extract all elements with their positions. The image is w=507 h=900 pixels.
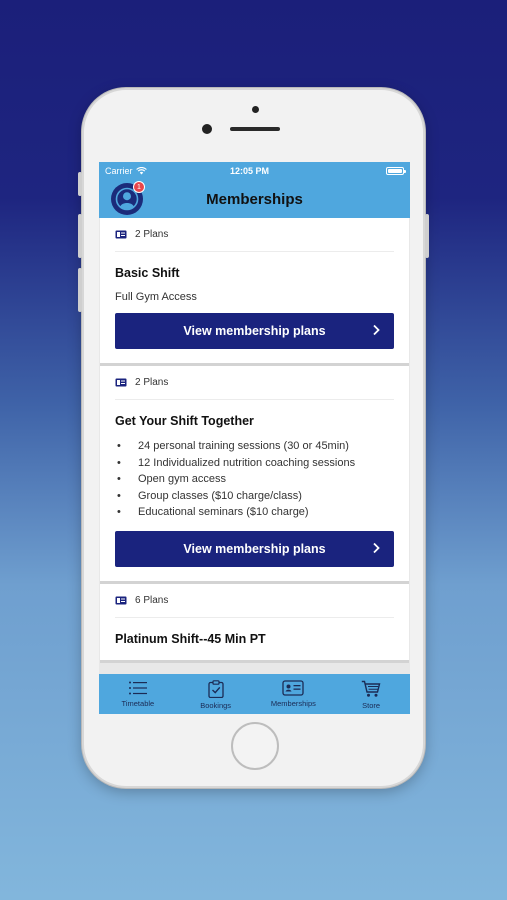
plans-count: 2 Plans [135, 229, 169, 240]
button-label: View membership plans [183, 324, 326, 338]
tab-label: Bookings [200, 701, 232, 710]
notification-badge: 1 [133, 181, 145, 193]
app-screen [99, 162, 410, 714]
membership-title: Get Your Shift Together [115, 414, 254, 428]
plans-icon [115, 230, 127, 239]
plans-icon [115, 596, 127, 605]
membership-card [100, 366, 409, 584]
status-time: 12:05 PM [229, 166, 270, 176]
tab-label: Memberships [270, 699, 316, 708]
home-button[interactable] [231, 722, 279, 770]
tab-label: Timetable [121, 699, 155, 708]
list-item: • Educational seminars ($10 charge) [117, 506, 309, 519]
wifi-icon [136, 167, 147, 175]
earpiece-speaker [230, 127, 280, 131]
membership-title: Basic Shift [115, 266, 180, 280]
plans-icon [115, 378, 127, 387]
list-item: • 12 Individualized nutrition coaching sessions [117, 456, 356, 469]
battery-icon [386, 167, 404, 175]
list-item: • Open gym access [117, 473, 227, 486]
mute-switch [78, 172, 82, 196]
chevron-right-icon [372, 324, 380, 336]
membership-card-icon [282, 680, 304, 696]
view-membership-plans-button[interactable] [115, 531, 394, 567]
plans-count: 2 Plans [135, 377, 169, 388]
view-membership-plans-button[interactable] [115, 313, 394, 349]
chevron-right-icon [372, 542, 380, 554]
volume-up-button [78, 214, 82, 258]
tab-label: Store [362, 701, 381, 710]
membership-description: Full Gym Access [115, 291, 197, 303]
power-button [425, 214, 429, 258]
sensor-dot [252, 106, 259, 113]
list-icon [128, 680, 148, 696]
header-bar [99, 180, 410, 218]
clipboard-check-icon [208, 680, 224, 698]
tab-timetable[interactable] [99, 674, 177, 714]
memberships-list[interactable] [99, 218, 410, 675]
front-camera [202, 124, 212, 134]
list-item: • Group classes ($10 charge/class) [117, 489, 302, 502]
page-title: Memberships [206, 190, 303, 208]
list-item: • 24 personal training sessions (30 or 45min) [117, 440, 349, 452]
cart-icon [361, 680, 381, 698]
tab-memberships[interactable] [255, 674, 333, 714]
volume-down-button [78, 268, 82, 312]
membership-card [100, 584, 409, 663]
tab-bar [99, 674, 410, 714]
status-bar [99, 162, 410, 180]
tab-store[interactable] [332, 674, 410, 714]
tab-bookings[interactable] [177, 674, 255, 714]
carrier-label: Carrier [105, 166, 133, 176]
phone-frame [82, 88, 425, 788]
membership-title: Platinum Shift--45 Min PT [115, 631, 266, 646]
plans-count: 6 Plans [135, 594, 169, 606]
membership-features [115, 438, 394, 521]
button-label: View membership plans [183, 541, 326, 556]
membership-card [100, 218, 409, 366]
